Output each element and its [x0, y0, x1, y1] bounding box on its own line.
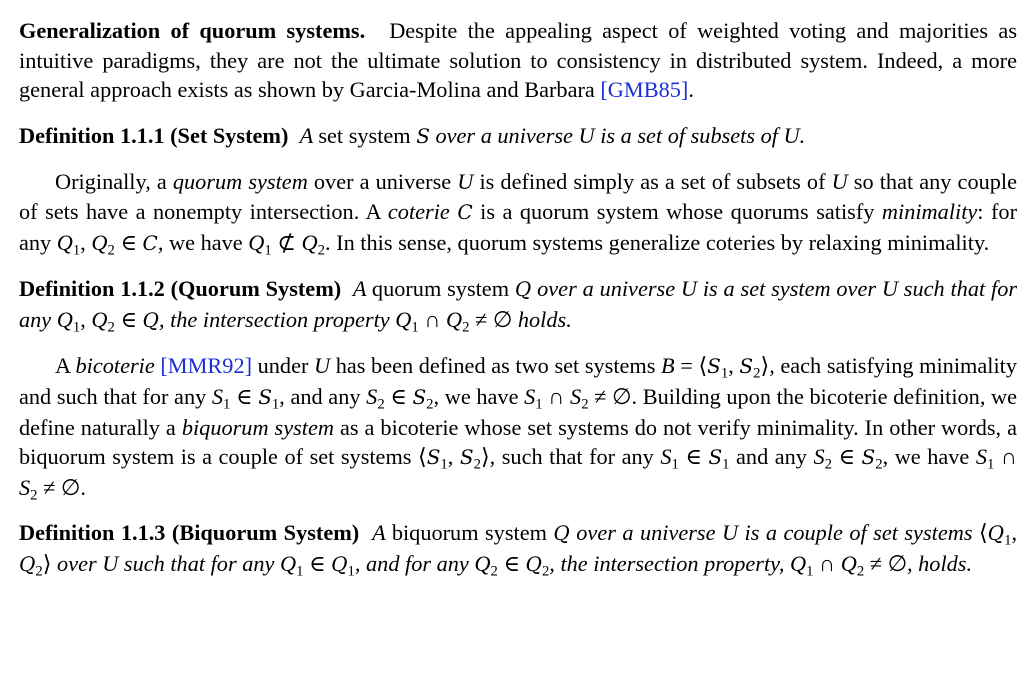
definition-label: Definition 1.1.2 (Quorum System) — [19, 276, 342, 302]
citation-mmr92[interactable]: [MMR92] — [160, 353, 253, 379]
definition-biquorum-system: Definition 1.1.3 (Biquorum System) A biquorum system Q over a universe U is a couple of set systems $⟨Q_1$, $Q_2⟩$ over U such that for any $Q_1$ ∈ $Q_1$, and for any $Q_2$ ∈ $Q_2$, the intersection property, $Q_1$ ∩ $Q_2$ ≠ ∅, holds. — [19, 520, 1018, 580]
paper-page — [19, 16, 1017, 580]
quorum-coterie-paragraph: Originally, a quorum system over a universe U is defined simply as a set of subsets of U so that any couple of sets have a nonempty intersection. A coterie C is a quorum system whose quorums satisfy minimality: for any $Q_1$, $Q_2$ ∈ C, we have $Q_1$ ⊄ $Q_2$. In this sense, quorum systems generalize coteries by relaxing minimality. — [19, 169, 1017, 258]
term-minimality: minimality — [881, 198, 978, 224]
term-coterie: coterie — [387, 198, 450, 224]
definition-label: Definition 1.1.3 (Biquorum System) — [19, 520, 360, 546]
generalization-paragraph: Generalization of quorum systems. Despite the appealing aspect of weighted voting and majorities as intuitive paradigms, they are not the ultimate solution to consistency in distributed system. Indeed, a more general approach exists as shown by Garcia-Molina and Barbara [GMB85]. — [19, 18, 1017, 103]
definition-set-system: Definition 1.1.1 (Set System) A set system S over a universe U is a set of subsets of U. — [19, 122, 806, 148]
term-quorum-system: quorum system — [172, 169, 308, 195]
term-bicoterie: bicoterie — [75, 353, 155, 379]
bicoterie-paragraph: A bicoterie [MMR92] under U has been defined as two set systems $B = ⟨S_1$, $S_2⟩$, each satisfying minimality and such that for any $S_1$ ∈ $S_1$, and any $S_2$ ∈ $S_2$, we have $S_1$ ∩ $S_2$ ≠ ∅. Building upon the bicoterie definition, we define naturally a biquorum system as a bicoterie whose set systems do not verify minimality. In other words, a biquorum system is a couple of set systems $⟨S_1$, $S_2⟩$, such that for any $S_1$ ∈ $S_1$ and any $S_2$ ∈ $S_2$, we have $S_1$ ∩ $S_2$ ≠ ∅. — [19, 353, 1018, 504]
citation-gmb85[interactable]: [GMB85] — [600, 77, 689, 103]
term-biquorum-system: biquorum system — [181, 414, 334, 440]
paragraph-heading: Generalization of quorum systems. — [19, 18, 366, 43]
definition-quorum-system: Definition 1.1.2 (Quorum System) A quorum system Q over a universe U is a set system over U such that for any $Q_1$, $Q_2$ ∈ Q, the intersection property $Q_1$ ∩ $Q_2$ ≠ ∅ holds. — [19, 276, 1018, 336]
definition-label: Definition 1.1.1 (Set System) — [19, 122, 289, 148]
